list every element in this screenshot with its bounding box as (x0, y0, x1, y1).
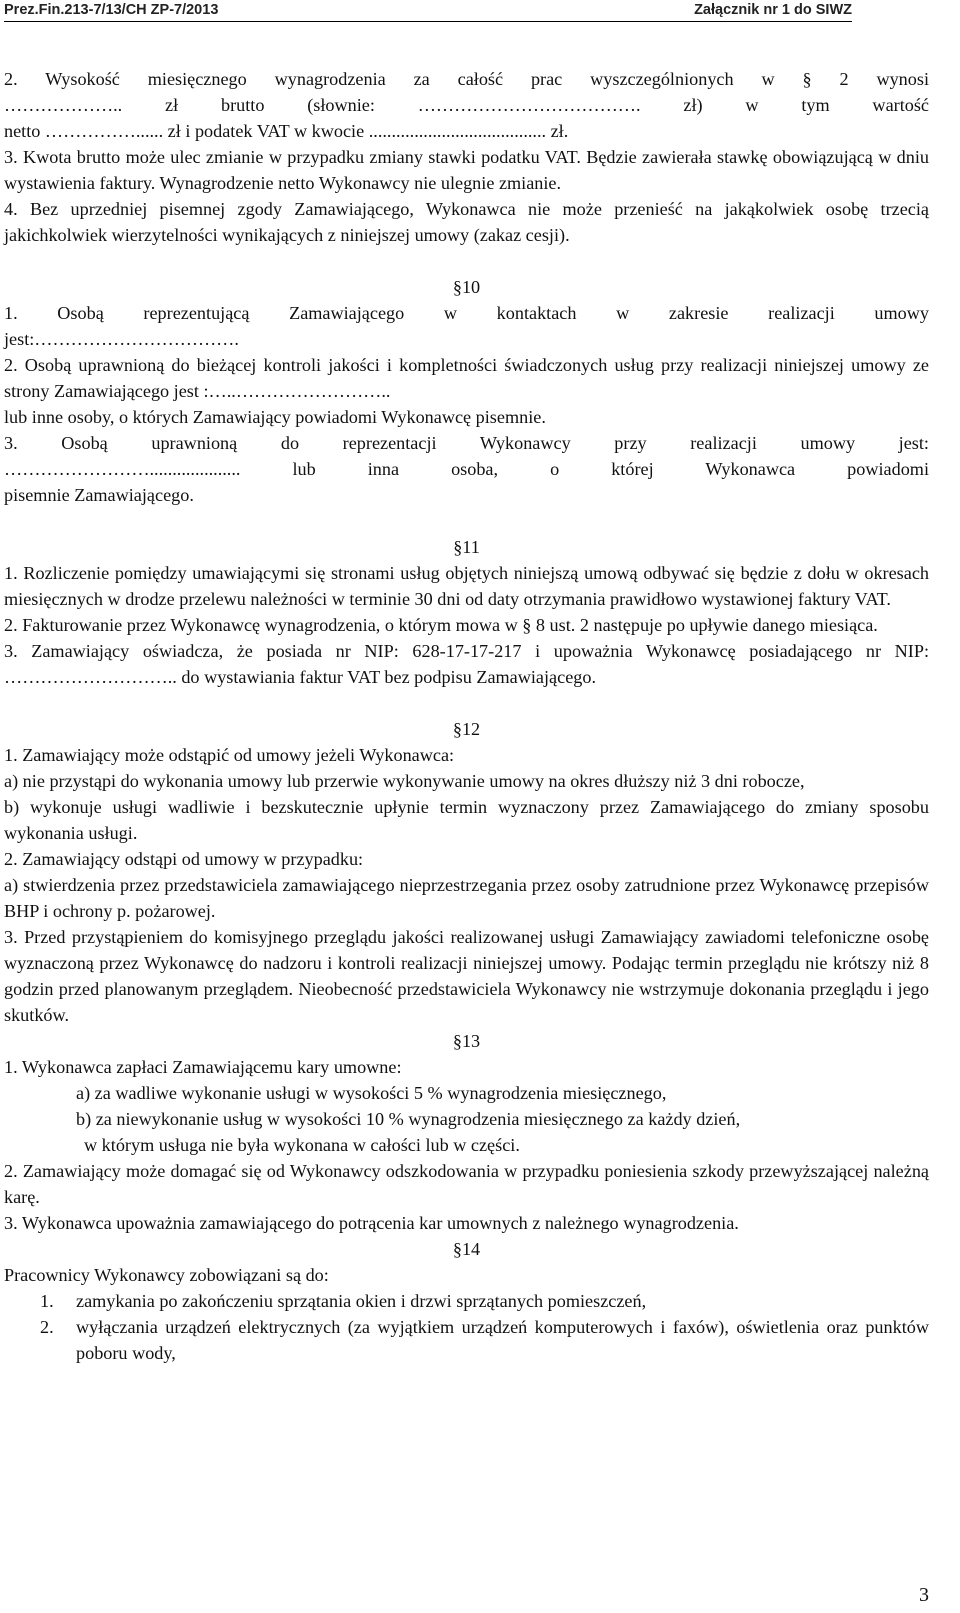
page-header (4, 2, 852, 20)
header-rule (4, 21, 852, 22)
list-item-text: wyłączania urządzeń elektrycznych (za wyjątkiem urządzeń komputerowych i faxów), oświetlenia oraz punktów poboru wody, (76, 1317, 929, 1363)
page-number: 3 (919, 1584, 929, 1606)
list-item-text: zamykania po zakończeniu sprzątania okien i drzwi sprzątanych pomieszczeń, (76, 1291, 647, 1311)
section-13-item-3: 3. Wykonawca upoważnia zamawiającego do potrącenia kar umownych z należnego wynagrodzenia. (4, 1213, 739, 1233)
section-11-item-3: 3. Zamawiający oświadcza, że posiada nr NIP: 628-17-17-217 i upoważnia Wykonawcę posiadającego nr NIP: ……………………….. do wystawiania faktur VAT bez podpisu Zamawiającego. (4, 641, 929, 687)
section-13-item-1b: b) za niewykonanie usług w wysokości 10 % wynagrodzenia miesięcznego za każdy dzień, (76, 1109, 741, 1129)
section-10-item-1-cont: jest:……………………………. (4, 329, 239, 349)
section-14-intro: Pracownicy Wykonawcy zobowiązani są do: (4, 1265, 329, 1285)
section-12-item-1a: a) nie przystąpi do wykonania umowy lub przerwie wykonywanie umowy na okres dłuższy niż 3 dni robocze, (4, 771, 805, 791)
section-11-title: §11 (453, 537, 480, 557)
section-13-item-1a: a) za wadliwe wykonanie usługi w wysokości 5 % wynagrodzenia miesięcznego, (76, 1083, 667, 1103)
section-12-title: §12 (452, 719, 481, 739)
list-item-number: 1. (40, 1291, 54, 1311)
section-10-item-3-line-2: …………………….................... lub inna osoba, o której Wykonawca powiadomi (4, 459, 929, 479)
list-item-number: 2. (40, 1317, 54, 1337)
section-10-item-2: 2. Osobą uprawnioną do bieżącej kontroli jakości i kompletności świadczonych usług przy realizacji niniejszej umowy ze strony Zamawiającego jest :…..…………………….. (4, 355, 929, 401)
section-12-item-2a: a) stwierdzenia przez przedstawiciela zamawiającego nieprzestrzegania przez osoby zatrudnione przez Wykonawcę przepisów BHP i ochrony p. pożarowej. (4, 875, 929, 921)
header-attachment: Załącznik nr 1 do SIWZ (694, 2, 852, 18)
section-12-item-1b: b) wykonuje usługi wadliwie i bezskutecznie upłynie termin wyznaczony przez Zamawiającego do zmiany sposobu wykonania usługi. (4, 797, 929, 843)
section-10-item-3: 3. Osobą uprawnioną do reprezentacji Wykonawcy przy realizacji umowy jest: (4, 433, 929, 453)
paragraph-2-line-3: netto ……………...... zł i podatek VAT w kwocie ....................................... zł. (4, 121, 569, 141)
section-13-title: §13 (452, 1031, 481, 1051)
section-14-title: §14 (452, 1239, 481, 1259)
section-11-item-2: 2. Fakturowanie przez Wykonawcę wynagrodzenia, o którym mowa w § 8 ust. 2 następuje po upływie danego miesiąca. (4, 615, 878, 635)
list-item (4, 1314, 929, 1366)
document-body (4, 66, 929, 1366)
paragraph-3: 3. Kwota brutto może ulec zmianie w przypadku zmiany stawki podatku VAT. Będzie zawierała stawkę obowiązującą w dniu wystawienia faktury. Wynagrodzenie netto Wykonawcy nie ulegnie zmianie. (4, 147, 929, 193)
section-13-item-2: 2. Zamawiający może domagać się od Wykonawcy odszkodowania w przypadku poniesienia szkody przewyższającej należną karę. (4, 1161, 929, 1207)
section-10-item-2-cont: lub inne osoby, o których Zamawiający powiadomi Wykonawcę pisemnie. (4, 407, 546, 427)
section-10-item-1: 1. Osobą reprezentującą Zamawiającego w kontaktach w zakresie realizacji umowy (4, 303, 929, 323)
paragraph-2-line-1: 2. Wysokość miesięcznego wynagrodzenia za całość prac wyszczególnionych w § 2 wynosi (4, 69, 929, 89)
section-13-item-1: 1. Wykonawca zapłaci Zamawiającemu kary umowne: (4, 1057, 402, 1077)
section-12-item-3: 3. Przed przystąpieniem do komisyjnego przeglądu jakości realizowanej usługi Zamawiający zawiadomi telefoniczne osobę wyznaczoną przez Wykonawcę do nadzoru i kontroli realizacji niniejszej umowy. Podając termin przeglądu nie krótszy niż 8 godzin przed planowanym przeglądem. Nieobecność przedstawiciela Wykonawcy nie wstrzymuje dokonania przeglądu i jego skutków. (4, 927, 929, 1025)
section-11-item-1: 1. Rozliczenie pomiędzy umawiającymi się stronami usług objętych niniejszą umową odbywać się będzie z dołu w okresach miesięcznych w drodze przelewu należności w terminie 30 dni od daty otrzymania prawidłowo wystawionej faktury VAT. (4, 563, 929, 609)
paragraph-4: 4. Bez uprzedniej pisemnej zgody Zamawiającego, Wykonawca nie może przenieść na jakąkolwiek osobę trzecią jakichkolwiek wierzytelności wynikających z niniejszej umowy (zakaz cesji). (4, 199, 929, 245)
header-reference: Prez.Fin.213-7/13/CH ZP-7/2013 (4, 2, 219, 18)
section-13-item-1b-cont: w którym usługa nie była wykonana w całości lub w części. (84, 1135, 520, 1155)
section-10-item-3-line-3: pisemnie Zamawiającego. (4, 485, 194, 505)
list-item (4, 1288, 929, 1314)
section-12-item-2: 2. Zamawiający odstąpi od umowy w przypadku: (4, 849, 364, 869)
section-10-title: §10 (452, 277, 481, 297)
section-12-item-1: 1. Zamawiający może odstąpić od umowy jeżeli Wykonawca: (4, 745, 455, 765)
paragraph-2-line-2: ……………….. zł brutto (słownie: ………………………………. zł) w tym wartość (4, 95, 929, 115)
